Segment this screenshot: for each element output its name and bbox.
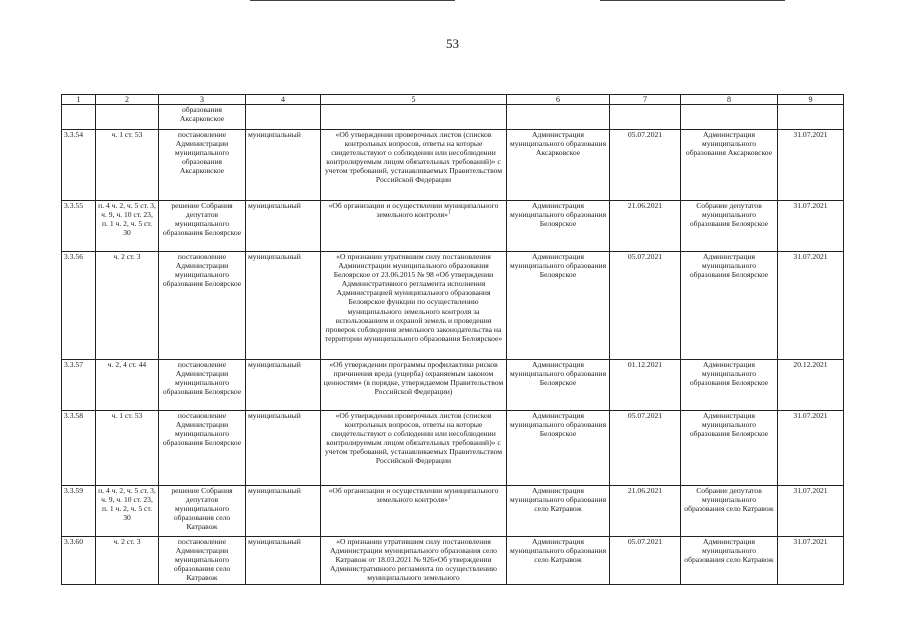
act-level: муниципальный (246, 537, 321, 585)
act-form: постановление Администрации муниципального образования Белоярское (159, 411, 246, 486)
act-title: «Об утверждении программы профилактики рисков причинения вреда (ущерба) охраняемым законом ценностям» (в порядке, утверждаемом Правительством Российской Федерации) (321, 360, 507, 411)
act-form: решение Собрания депутатов муниципального образования Белоярское (159, 201, 246, 252)
act-title: «Об утверждении проверочных листов (списков контрольных вопросов, ответы на которые свидетельствуют о соблюдении или несоблюдении контролируемым лицом обязательных требований)» с учетом требований, устанавливаемых Правительством Российской Федерации (321, 130, 507, 201)
act-level: муниципальный (246, 486, 321, 537)
column-header: 5 (321, 95, 507, 105)
act-form: постановление Администрации муниципального образования Белоярское (159, 252, 246, 360)
table-row (62, 360, 844, 411)
law-reference: п. 4 ч. 2, ч. 5 ст. 3, ч. 9, ч. 10 ст. 23, п. 1 ч. 2, ч. 5 ст. 30 (96, 486, 159, 537)
draft-date: 21.06.2021 (610, 486, 681, 537)
act-level: муниципальный (246, 252, 321, 360)
page-number: 53 (446, 36, 459, 51)
column-header: 9 (778, 95, 844, 105)
column-header: 6 (507, 95, 610, 105)
row-number: 3.3.60 (62, 537, 96, 585)
scan-top-line-right (600, 0, 785, 1)
adoption-deadline: 31.07.2021 (778, 537, 844, 585)
draft-date: 05.07.2021 (610, 537, 681, 585)
act-title: «Об утверждении проверочных листов (списков контрольных вопросов, ответы на которые свидетельствуют о соблюдении или несоблюдении контролируемым лицом обязательных требований)» с учетом требований, устанавливаемых Правительством Российской Федерации (321, 411, 507, 486)
law-reference: ч. 2, 4 ст. 44 (96, 360, 159, 411)
adopting-body: Администрация муниципального образования Аксарковское (681, 130, 778, 201)
row-number: 3.3.55 (62, 201, 96, 252)
act-title: «О признании утратившим силу постановления Администрации муниципального образования Белоярское от 23.06.2015 № 98 «Об утверждении Административного регламента исполнения Администрацией муниципального образования Белоярское функции по осуществлению муниципального земельного контроля за использованием и охраной земель и проведения проверок соблюдения земельного законодательства на территории муниципального образования Белоярское» (321, 252, 507, 360)
draft-date: 05.07.2021 (610, 411, 681, 486)
developer: Администрация муниципального образования село Катравож (507, 486, 610, 537)
adoption-deadline: 31.07.2021 (778, 486, 844, 537)
draft-date: 05.07.2021 (610, 130, 681, 201)
table-row (62, 537, 844, 585)
adopting-body: Собрание депутатов муниципального образования село Катравож (681, 486, 778, 537)
registry-table (61, 94, 844, 585)
adoption-deadline: 20.12.2021 (778, 360, 844, 411)
act-level: муниципальный (246, 360, 321, 411)
adoption-deadline: 31.07.2021 (778, 252, 844, 360)
row-number: 3.3.54 (62, 130, 96, 201)
adopting-body: Администрация муниципального образования село Катравож (681, 537, 778, 585)
developer: Администрация муниципального образования Белоярское (507, 411, 610, 486)
law-reference: ч. 2 ст. 3 (96, 537, 159, 585)
scan-top-line-left (250, 0, 455, 1)
draft-date: 21.06.2021 (610, 201, 681, 252)
row-number: 3.3.57 (62, 360, 96, 411)
act-title: «О признании утратившим силу постановления Администрации муниципального образования село Катравож от 18.03.2021 № 926«Об утверждении Административного регламента по осуществлению муниципального земельного (321, 537, 507, 585)
column-header: 4 (246, 95, 321, 105)
act-level: муниципальный (246, 201, 321, 252)
developer: Администрация муниципального образования Белоярское (507, 201, 610, 252)
developer: Администрация муниципального образования Белоярское (507, 360, 610, 411)
footnote-marker: 1 (447, 495, 451, 501)
draft-date: 05.07.2021 (610, 252, 681, 360)
table-row (62, 130, 844, 201)
table-row (62, 486, 844, 537)
adopting-body: Собрание депутатов муниципального образования Белоярское (681, 201, 778, 252)
act-level: муниципальный (246, 411, 321, 486)
continuation-text: образования Аксарковское (159, 105, 246, 130)
developer: Администрация муниципального образования Белоярское (507, 252, 610, 360)
adoption-deadline: 31.07.2021 (778, 130, 844, 201)
act-form: постановление Администрации муниципального образования Аксарковское (159, 130, 246, 201)
column-header-row (62, 95, 844, 105)
act-level: муниципальный (246, 130, 321, 201)
table-row (62, 411, 844, 486)
adoption-deadline: 31.07.2021 (778, 201, 844, 252)
law-reference: ч. 1 ст. 53 (96, 411, 159, 486)
adopting-body: Администрация муниципального образования Белоярское (681, 360, 778, 411)
developer: Администрация муниципального образования село Катравож (507, 537, 610, 585)
continuation-row (62, 105, 844, 130)
column-header: 3 (159, 95, 246, 105)
row-number: 3.3.59 (62, 486, 96, 537)
act-title: «Об организации и осуществлении муниципального земельного контроля»$^1$ (321, 486, 507, 537)
act-title: «Об организации и осуществлении муниципального земельного контроля»$^1$ (321, 201, 507, 252)
table-row (62, 201, 844, 252)
developer: Администрация муниципального образования Аксарковское (507, 130, 610, 201)
footnote-marker: 1 (447, 210, 451, 216)
law-reference: ч. 1 ст. 53 (96, 130, 159, 201)
column-header: 1 (62, 95, 96, 105)
column-header: 8 (681, 95, 778, 105)
adopting-body: Администрация муниципального образования Белоярское (681, 411, 778, 486)
act-form: решение Собрания депутатов муниципального образования село Катравож (159, 486, 246, 537)
adopting-body: Администрация муниципального образования Белоярское (681, 252, 778, 360)
table-row (62, 252, 844, 360)
draft-date: 01.12.2021 (610, 360, 681, 411)
row-number: 3.3.58 (62, 411, 96, 486)
adoption-deadline: 31.07.2021 (778, 411, 844, 486)
act-form: постановление Администрации муниципального образования Белоярское (159, 360, 246, 411)
act-form: постановление Администрации муниципального образования село Катравож (159, 537, 246, 585)
row-number: 3.3.56 (62, 252, 96, 360)
column-header: 7 (610, 95, 681, 105)
law-reference: п. 4 ч. 2, ч. 5 ст. 3, ч. 9, ч. 10 ст. 23, п. 1 ч. 2, ч. 5 ст. 30 (96, 201, 159, 252)
column-header: 2 (96, 95, 159, 105)
law-reference: ч. 2 ст. 3 (96, 252, 159, 360)
